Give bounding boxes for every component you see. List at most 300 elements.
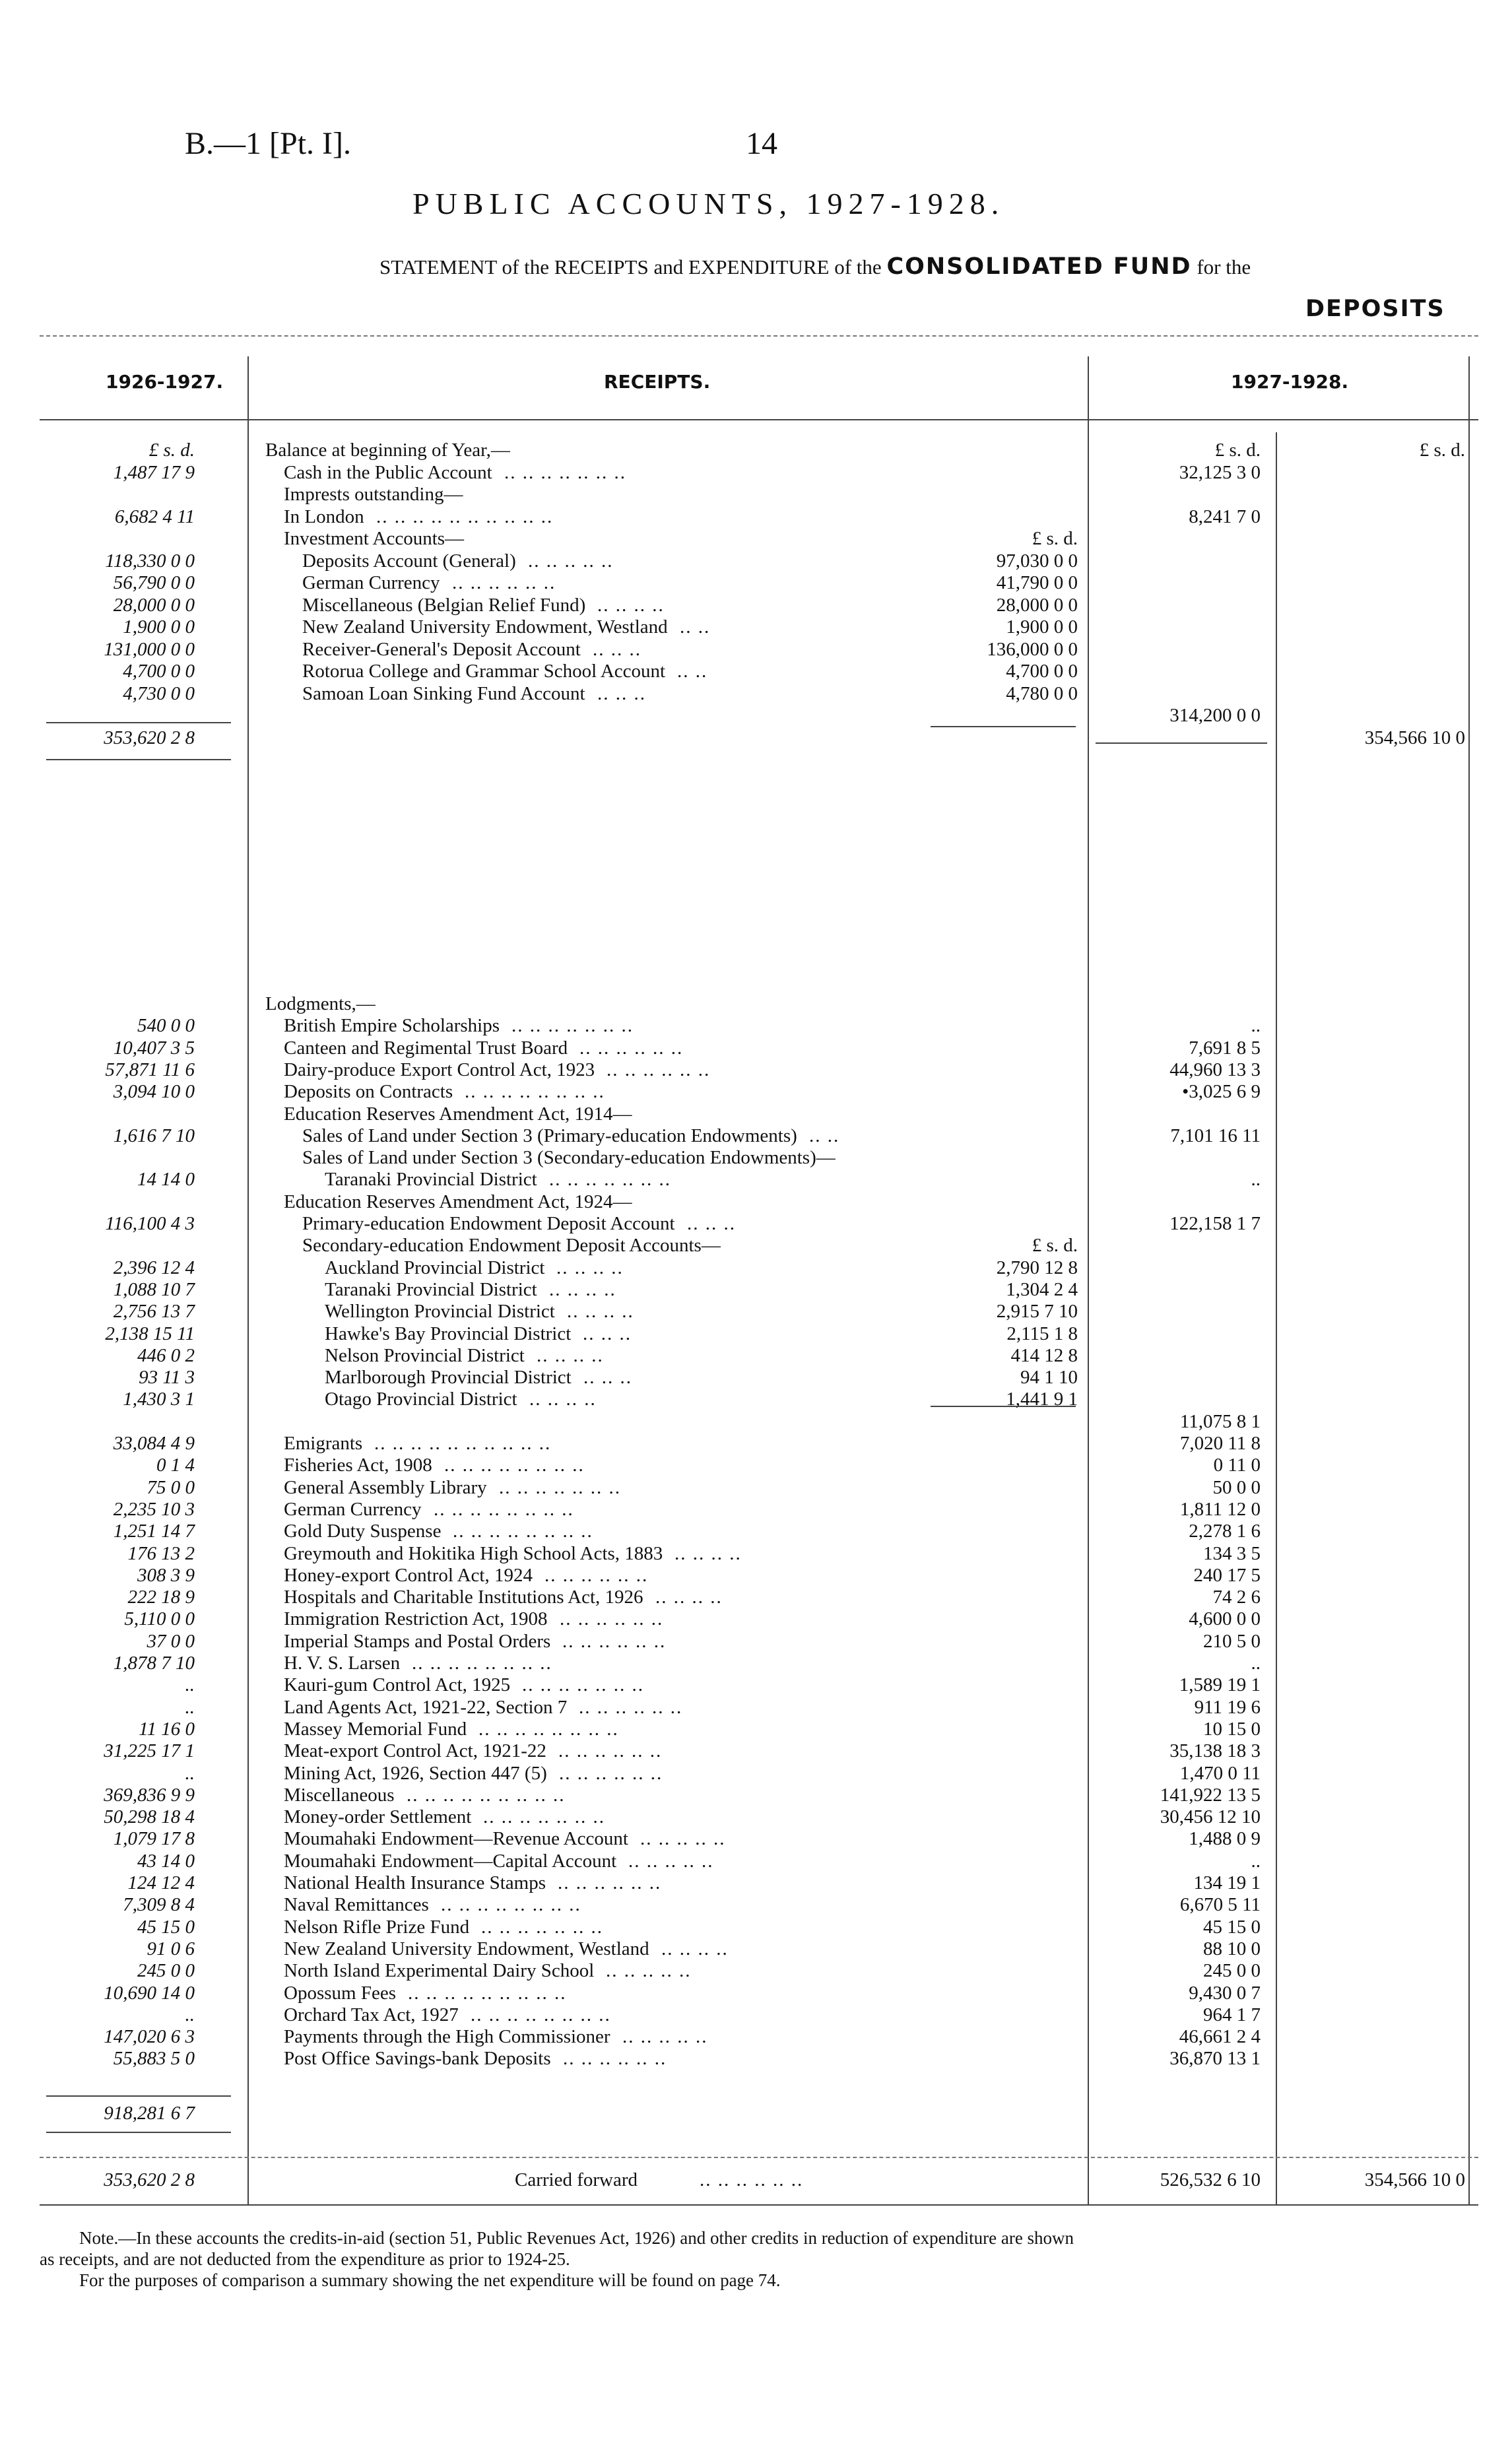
table-row [0, 1917, 1512, 1938]
table-row [0, 1521, 1512, 1542]
prev-year-value: 308 3 9 [137, 1564, 195, 1586]
current-amount: £ s. d. [1214, 440, 1261, 461]
prev-year-value: 4,730 0 0 [123, 682, 195, 704]
row-label: Payments through the High Commissioner [284, 2026, 610, 2048]
table-row [0, 727, 1512, 749]
note-line-2: as receipts, and are not deducted from the expenditure as prior to 1924-25. [40, 2249, 570, 2269]
statement-subtitle [379, 253, 1251, 280]
table-row [0, 1433, 1512, 1455]
prev-year-value: 1,251 14 7 [113, 1521, 195, 1542]
prev-year-value: 93 11 3 [139, 1367, 195, 1389]
carried-label: Carried forward [515, 2169, 638, 2190]
table-row [0, 1872, 1512, 1894]
document-code: B.—1 [Pt. I]. [185, 126, 351, 161]
current-amount: 50 0 0 [1212, 1476, 1261, 1498]
prev-year-value: 1,430 3 1 [123, 1389, 195, 1410]
row-label: Rotorua College and Grammar School Account [302, 661, 666, 682]
row-label: Balance at beginning of Year,— [265, 440, 510, 461]
table-row [0, 1851, 1512, 1872]
secondary-subtotal-rule [931, 1406, 1076, 1407]
table-bottom-rule [40, 2204, 1478, 2206]
leader-dots: .. .. .. .. .. .. .. .. [412, 1653, 552, 1674]
table-row [0, 705, 1512, 727]
prev-year-value: .. [185, 1696, 195, 1718]
current-amount: .. [1251, 1653, 1261, 1674]
row-label: North Island Experimental Dairy School [284, 1960, 595, 1982]
row-label: Kauri-gum Control Act, 1925 [284, 1674, 511, 1696]
prev-year-value: 446 0 2 [137, 1344, 195, 1366]
prev-year-value: 1,878 7 10 [113, 1653, 195, 1674]
leader-dots: .. .. .. .. .. .. [607, 1059, 711, 1080]
table-row [0, 528, 1512, 550]
note-line-3: For the purposes of comparison a summary showing the net expenditure will be found on page 74. [79, 2270, 781, 2290]
current-amount: 30,456 12 10 [1160, 1806, 1261, 1828]
row-label: Sales of Land under Section 3 (Primary-education Endowments) [302, 1125, 797, 1146]
prev-year-value: 1,079 17 8 [113, 1828, 195, 1850]
leader-dots: .. .. .. .. [655, 1587, 723, 1608]
table-row [0, 1697, 1512, 1719]
current-amount: 245 0 0 [1203, 1960, 1261, 1982]
row-label: Education Reserves Amendment Act, 1914— [284, 1103, 632, 1125]
leader-dots: .. .. .. .. .. [622, 2026, 708, 2048]
prev-year-value: 6,682 4 11 [114, 506, 195, 527]
leader-dots: .. .. .. .. .. [606, 1960, 692, 1982]
row-label: Nelson Rifle Prize Fund [284, 1916, 470, 1938]
table-row [0, 661, 1512, 682]
row-label: Honey-export Control Act, 1924 [284, 1564, 533, 1586]
current-amount: 210 5 0 [1203, 1630, 1261, 1652]
current-amount: 35,138 18 3 [1169, 1740, 1261, 1762]
note-line-1: Note.—In these accounts the credits-in-aid (section 51, Public Revenues Act, 1926) and other credits in reduction of expenditure are shown [79, 2228, 1074, 2248]
table-row [0, 1653, 1512, 1674]
table-row [0, 1103, 1512, 1125]
total-amount: 354,566 10 0 [1364, 727, 1465, 748]
current-amount: 964 1 7 [1203, 2004, 1261, 2025]
row-label: General Assembly Library [284, 1476, 487, 1498]
row-label: Otago Provincial District [325, 1389, 517, 1410]
prev-year-value: 33,084 4 9 [113, 1433, 195, 1454]
leader-dots: .. .. .. .. .. .. .. [549, 1169, 671, 1191]
table-row [0, 1235, 1512, 1257]
current-amount: 0 11 0 [1213, 1455, 1261, 1476]
investment-subtotal-rule [931, 726, 1076, 727]
table-row [0, 1389, 1512, 1410]
leader-dots: .. .. .. [687, 1213, 736, 1234]
table-row [0, 1257, 1512, 1279]
row-label: Samoan Loan Sinking Fund Account [302, 682, 585, 704]
prev-year-value: 11 16 0 [139, 1718, 195, 1740]
table-row [0, 1367, 1512, 1389]
leader-dots: .. .. .. .. .. .. [558, 1872, 662, 1893]
carried-amount: 526,532 6 10 [1160, 2169, 1261, 2190]
prev-year-value: 1,088 10 7 [113, 1278, 195, 1300]
prev-year-value: 353,620 2 8 [104, 727, 195, 748]
subtitle-prefix: STATEMENT of the RECEIPTS and EXPENDITURE of the [379, 255, 882, 279]
leader-dots: .. .. .. .. [567, 1301, 634, 1323]
row-label: Nelson Provincial District [325, 1344, 525, 1366]
row-label: Mining Act, 1926, Section 447 (5) [284, 1762, 547, 1784]
leader-dots: .. .. [677, 661, 708, 682]
table-row [0, 2004, 1512, 2026]
total-amount: £ s. d. [1419, 440, 1465, 461]
current-amount: 911 19 6 [1194, 1696, 1261, 1718]
leader-dots: .. .. .. .. .. [628, 1850, 714, 1872]
carried-total: 354,566 10 0 [1364, 2169, 1465, 2190]
row-label: Naval Remittances [284, 1894, 429, 1916]
table-row [0, 1301, 1512, 1323]
table-row [0, 616, 1512, 638]
current-amount: 45 15 0 [1203, 1916, 1261, 1938]
table-row [0, 1894, 1512, 1916]
leader-dots: .. .. .. .. .. .. [559, 1762, 663, 1784]
prev-year-value: 37 0 0 [147, 1630, 195, 1652]
prev-year-value: 3,094 10 0 [113, 1081, 195, 1103]
table-row [0, 1125, 1512, 1147]
prev-year-value: 57,871 11 6 [105, 1059, 195, 1080]
prev-year-value: 124 12 4 [127, 1872, 195, 1893]
leader-dots: .. .. .. [593, 638, 641, 660]
table-row [0, 1543, 1512, 1565]
table-row [0, 639, 1512, 661]
leader-dots: .. .. .. [583, 1367, 632, 1389]
sub-amount: 4,700 0 0 [1006, 661, 1078, 682]
table-row [0, 1674, 1512, 1696]
prev-year-value: 116,100 4 3 [105, 1213, 195, 1234]
column-header-prev-year: 1926-1927. [106, 371, 224, 393]
sub-amount: £ s. d. [1032, 1235, 1078, 1257]
table-row [0, 2048, 1512, 2070]
table-row [0, 506, 1512, 528]
table-row [0, 440, 1512, 461]
table-row [0, 1191, 1512, 1213]
current-amount: 7,101 16 11 [1170, 1125, 1261, 1146]
leader-dots: .. .. .. .. .. .. .. .. .. .. [376, 506, 554, 527]
sub-amount: 1,441 9 1 [1006, 1389, 1078, 1410]
row-label: Deposits on Contracts [284, 1081, 453, 1103]
row-label: Imprests outstanding— [284, 484, 463, 505]
prev-year-value: .. [185, 1762, 195, 1784]
prev-year-value: 28,000 0 0 [113, 594, 195, 616]
prev-year-value: 118,330 0 0 [105, 550, 195, 572]
table-row [0, 1015, 1512, 1037]
row-label: Deposits Account (General) [302, 550, 516, 572]
prev-year-value: 50,298 18 4 [104, 1806, 195, 1828]
carried-forward-row [0, 2169, 1512, 2191]
row-label: Education Reserves Amendment Act, 1924— [284, 1191, 632, 1212]
prev-year-value: 4,700 0 0 [123, 661, 195, 682]
prev-year-value: 1,900 0 0 [123, 616, 195, 638]
prev-year-value: 31,225 17 1 [104, 1740, 195, 1762]
table-row [0, 1279, 1512, 1301]
prev-year-value: 176 13 2 [127, 1542, 195, 1564]
prev-year-value: 56,790 0 0 [113, 572, 195, 593]
leader-dots: .. .. .. .. .. .. [544, 1564, 649, 1586]
sub-amount: 414 12 8 [1010, 1344, 1078, 1366]
leader-dots: .. .. [809, 1125, 840, 1146]
current-amount: .. [1251, 1015, 1261, 1037]
carried-dots: .. .. .. .. .. .. [700, 2169, 804, 2190]
current-amount: 44,960 13 3 [1169, 1059, 1261, 1080]
row-label: Receiver-General's Deposit Account [302, 638, 581, 660]
carried-rule-top [40, 2157, 1478, 2158]
row-label: National Health Insurance Stamps [284, 1872, 546, 1893]
leader-dots: .. .. .. .. .. .. [579, 1696, 683, 1718]
table-row [0, 1037, 1512, 1059]
leader-dots: .. .. .. .. .. .. .. .. [465, 1081, 605, 1103]
table-row [0, 2026, 1512, 2048]
leader-dots: .. .. .. .. .. .. [452, 572, 556, 593]
leader-dots: .. .. .. .. .. .. .. [511, 1015, 634, 1037]
sub-amount: 41,790 0 0 [996, 572, 1078, 593]
prev-year-value: .. [185, 2004, 195, 2025]
table-row [0, 1345, 1512, 1367]
row-label: German Currency [302, 572, 440, 593]
row-label: Post Office Savings-bank Deposits [284, 2048, 551, 2070]
sub-amount: £ s. d. [1032, 528, 1078, 549]
amount-subtotal-rule [1096, 742, 1267, 744]
sub-amount: 2,115 1 8 [1006, 1323, 1078, 1344]
leader-dots: .. .. .. .. .. .. .. .. [471, 2004, 611, 2025]
leader-dots: .. .. .. .. [529, 1389, 597, 1410]
current-amount: 6,670 5 11 [1179, 1894, 1261, 1916]
subtitle-fund: CONSOLIDATED FUND [886, 253, 1192, 280]
current-amount: 7,020 11 8 [1179, 1433, 1261, 1454]
row-label: Wellington Provincial District [325, 1301, 555, 1323]
subtitle-deposits: DEPOSITS [1305, 296, 1445, 322]
leader-dots: .. .. .. .. .. .. .. .. .. [408, 1982, 567, 2004]
current-amount: 240 17 5 [1193, 1564, 1261, 1586]
sub-amount: 2,790 12 8 [996, 1257, 1078, 1278]
table-row [0, 1631, 1512, 1653]
leader-dots: .. .. .. .. .. .. .. .. .. .. [374, 1433, 552, 1454]
table-row [0, 1169, 1512, 1191]
table-row [0, 1785, 1512, 1806]
page-title: PUBLIC ACCOUNTS, 1927-1928. [412, 187, 1005, 220]
current-amount: 11,075 8 1 [1179, 1410, 1261, 1432]
row-label: Taranaki Provincial District [325, 1278, 537, 1300]
table-row [0, 572, 1512, 594]
row-label: Gold Duty Suspense [284, 1521, 442, 1542]
row-label: New Zealand University Endowment, Westland [302, 616, 668, 638]
leader-dots: .. .. .. .. .. .. .. .. [453, 1521, 593, 1542]
prev-year-value: 2,756 13 7 [113, 1301, 195, 1323]
prev-year-value: 147,020 6 3 [104, 2026, 195, 2048]
current-amount: 4,600 0 0 [1189, 1608, 1261, 1630]
prev-year-value: 10,407 3 5 [113, 1037, 195, 1059]
current-amount: 134 19 1 [1193, 1872, 1261, 1893]
column-header-receipts: RECEIPTS. [604, 371, 711, 393]
leader-dots: .. .. .. .. .. .. .. [481, 1916, 603, 1938]
subtotal-rule-bottom [46, 2132, 231, 2133]
prev-total-rule-bottom [46, 759, 231, 760]
row-label: Dairy-produce Export Control Act, 1923 [284, 1059, 595, 1080]
leader-dots: .. .. [680, 616, 711, 638]
table-row [0, 1565, 1512, 1587]
leader-dots: .. .. .. .. .. .. .. .. [434, 1498, 574, 1520]
current-amount: 7,691 8 5 [1189, 1037, 1261, 1059]
leader-dots: .. .. .. .. .. .. .. [483, 1806, 605, 1828]
row-label: Emigrants [284, 1433, 363, 1454]
subtotal-row [0, 2103, 1512, 2124]
row-label: Immigration Restriction Act, 1908 [284, 1608, 548, 1630]
sub-amount: 1,304 2 4 [1006, 1278, 1078, 1300]
row-label: In London [284, 506, 364, 527]
leader-dots: .. .. .. .. .. .. .. .. [444, 1455, 585, 1476]
sub-amount: 97,030 0 0 [996, 550, 1078, 572]
carried-prev: 353,620 2 8 [104, 2169, 195, 2190]
row-label: Miscellaneous [284, 1784, 395, 1806]
prev-year-value: 131,000 0 0 [104, 638, 195, 660]
leader-dots: .. .. .. .. .. [528, 550, 614, 572]
leader-dots: .. .. .. .. [661, 1938, 729, 1959]
prev-year-value: 10,690 14 0 [104, 1982, 195, 2004]
prev-year-value: 222 18 9 [127, 1587, 195, 1608]
leader-dots: .. .. .. .. .. .. [579, 1037, 684, 1059]
sub-amount: 1,900 0 0 [1006, 616, 1078, 638]
table-row [0, 1983, 1512, 2004]
column-header-curr-year: 1927-1928. [1231, 371, 1349, 393]
row-label: Massey Memorial Fund [284, 1718, 467, 1740]
prev-year-value: 75 0 0 [147, 1476, 195, 1498]
row-label: Money-order Settlement [284, 1806, 472, 1828]
prev-total-rule-top [46, 722, 231, 723]
current-amount: 314,200 0 0 [1169, 705, 1261, 726]
prev-year-value: 43 14 0 [137, 1850, 195, 1872]
sub-amount: 2,915 7 10 [996, 1301, 1078, 1323]
prev-year-value: 2,396 12 4 [113, 1257, 195, 1278]
current-amount: 122,158 1 7 [1169, 1213, 1261, 1234]
row-label: H. V. S. Larsen [284, 1653, 401, 1674]
current-amount: 9,430 0 7 [1189, 1982, 1261, 2004]
table-row [0, 1828, 1512, 1850]
sub-amount: 4,780 0 0 [1006, 682, 1078, 704]
table-top-rule [40, 335, 1478, 337]
subtotal-prev: 918,281 6 7 [104, 2103, 195, 2124]
table-row [0, 595, 1512, 616]
table-row [0, 1455, 1512, 1476]
prev-year-value: £ s. d. [148, 440, 195, 461]
current-amount: 1,470 0 11 [1179, 1762, 1261, 1784]
table-row [0, 1499, 1512, 1521]
sub-amount: 94 1 10 [1020, 1367, 1078, 1389]
current-amount: 36,870 13 1 [1169, 2048, 1261, 2070]
row-label: Canteen and Regimental Trust Board [284, 1037, 568, 1059]
row-label: Secondary-education Endowment Deposit Accounts— [302, 1235, 721, 1257]
table-row [0, 1960, 1512, 1982]
current-amount: 2,278 1 6 [1189, 1521, 1261, 1542]
current-amount: 74 2 6 [1212, 1587, 1261, 1608]
row-label: Primary-education Endowment Deposit Account [302, 1213, 675, 1234]
current-amount: 1,811 12 0 [1179, 1498, 1261, 1520]
table-row [0, 1608, 1512, 1630]
subtitle-suffix: for the [1197, 255, 1251, 279]
table-row [0, 1323, 1512, 1345]
table-row [0, 462, 1512, 484]
row-label: Opossum Fees [284, 1982, 396, 2004]
table-row [0, 1213, 1512, 1235]
leader-dots: .. .. .. .. [674, 1542, 742, 1564]
prev-year-value: 1,487 17 9 [113, 461, 195, 483]
current-amount: .. [1251, 1850, 1261, 1872]
prev-year-value: 0 1 4 [156, 1455, 195, 1476]
row-label: Fisheries Act, 1908 [284, 1455, 432, 1476]
leader-dots: .. .. .. .. .. .. [558, 1740, 663, 1762]
table-row [0, 1587, 1512, 1608]
sub-amount: 28,000 0 0 [996, 594, 1078, 616]
row-label: Meat-export Control Act, 1921-22 [284, 1740, 546, 1762]
row-label: Auckland Provincial District [325, 1257, 545, 1278]
leader-dots: .. .. .. [583, 1323, 632, 1344]
row-label: Moumahaki Endowment—Revenue Account [284, 1828, 628, 1850]
leader-dots: .. .. .. .. .. .. .. .. [478, 1718, 619, 1740]
subtotal-rule-top [46, 2095, 231, 2097]
row-label: Taranaki Provincial District [325, 1169, 537, 1191]
current-amount: 1,488 0 9 [1189, 1828, 1261, 1850]
prev-year-value: 2,235 10 3 [113, 1498, 195, 1520]
leader-dots: .. .. .. .. .. .. .. [499, 1476, 621, 1498]
row-label: Marlborough Provincial District [325, 1367, 572, 1389]
table-row [0, 1763, 1512, 1785]
row-label: Lodgments,— [265, 993, 376, 1014]
row-label: Miscellaneous (Belgian Relief Fund) [302, 594, 586, 616]
leader-dots: .. .. .. [597, 682, 646, 704]
current-amount: 8,241 7 0 [1189, 506, 1261, 527]
header-bottom-rule [40, 419, 1478, 420]
current-amount: 10 15 0 [1203, 1718, 1261, 1740]
row-label: Sales of Land under Section 3 (Secondary-education Endowments)— [302, 1147, 836, 1169]
leader-dots: .. .. .. .. .. .. .. [504, 461, 626, 483]
row-label: Moumahaki Endowment—Capital Account [284, 1850, 617, 1872]
leader-dots: .. .. .. .. .. [640, 1828, 726, 1850]
leader-dots: .. .. .. .. [597, 594, 665, 616]
leader-dots: .. .. .. .. [549, 1278, 616, 1300]
table-row [0, 550, 1512, 572]
row-label: Land Agents Act, 1921-22, Section 7 [284, 1696, 568, 1718]
current-amount: 32,125 3 0 [1179, 461, 1261, 483]
row-label: Orchard Tax Act, 1927 [284, 2004, 459, 2025]
row-label: Cash in the Public Account [284, 461, 492, 483]
row-label: New Zealand University Endowment, Westland [284, 1938, 649, 1959]
table-row [0, 1411, 1512, 1433]
prev-year-value: 45 15 0 [137, 1916, 195, 1938]
prev-year-value: 369,836 9 9 [104, 1784, 195, 1806]
table-row [0, 1806, 1512, 1828]
prev-year-value: 7,309 8 4 [123, 1894, 195, 1916]
table-row [0, 993, 1512, 1015]
prev-year-value: 540 0 0 [137, 1015, 195, 1037]
leader-dots: .. .. .. .. .. .. [563, 2048, 667, 2070]
table-row [0, 484, 1512, 506]
row-label: Imperial Stamps and Postal Orders [284, 1630, 551, 1652]
table-row [0, 1938, 1512, 1960]
row-label: British Empire Scholarships [284, 1015, 500, 1037]
current-amount: 134 3 5 [1203, 1542, 1261, 1564]
row-label: Greymouth and Hokitika High School Acts, 1883 [284, 1542, 663, 1564]
table-row [0, 1740, 1512, 1762]
row-label: Investment Accounts— [284, 528, 465, 549]
prev-year-value: 245 0 0 [137, 1960, 195, 1982]
row-label: German Currency [284, 1498, 422, 1520]
row-label: Hawke's Bay Provincial District [325, 1323, 572, 1344]
page-number: 14 [746, 126, 777, 161]
current-amount: 1,589 19 1 [1179, 1674, 1261, 1696]
prev-year-value: 5,110 0 0 [124, 1608, 195, 1630]
table-row [0, 1719, 1512, 1740]
leader-dots: .. .. .. .. [537, 1344, 604, 1366]
current-amount: 141,922 13 5 [1160, 1784, 1261, 1806]
current-amount: •3,025 6 9 [1182, 1081, 1261, 1103]
current-amount: 88 10 0 [1203, 1938, 1261, 1959]
